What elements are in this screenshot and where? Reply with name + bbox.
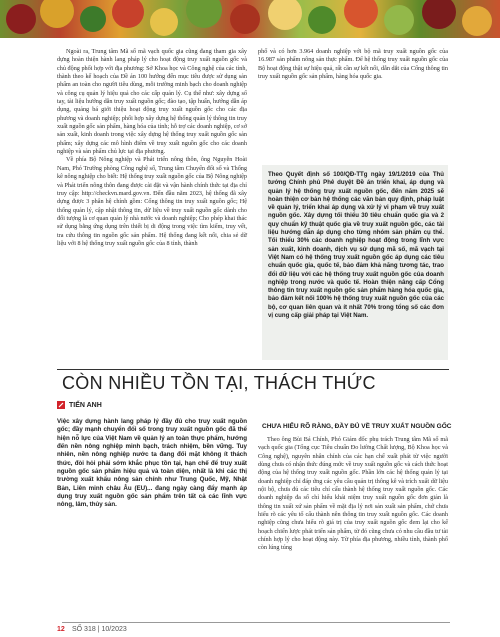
highlight-box-text: Theo Quyết định số 100/QĐ-TTg ngày 19/1/2019 của Thủ tướng Chính phủ Phê duyệt Đề án triển khai, áp dụng và quản lý hệ thống truy xuất nguồn gốc, đến năm 2025 sẽ hoàn thiện cơ bản hệ thống các văn bản quy định, pháp luật về quản lý, triển khai áp dụng và xử lý vi phạm về truy xuất nguồn gốc. Xây dựng tối thiểu 30 tiêu chuẩn quốc gia và 2 quy chuẩn kỹ thuật quốc gia về truy xuất nguồn gốc, các tài liệu hướng dẫn áp dụng cho từng nhóm sản phẩm cụ thể. Tối thiểu 30% các doanh nghiệp hoạt động trong lĩnh vực sản xuất, kinh doanh, dịch vụ sử dụng mã số, mã vạch tại Việt Nam có hệ thống truy xuất nguồn gốc áp dụng các tiêu chuẩn quốc gia, quốc tế, bảo đảm khả năng tương tác, trao đổi dữ liệu với các hệ thống truy xuất nguồn gốc của doanh nghiệp trong nước và quốc tế. Hoàn thiện nâng cấp Cổng thông tin truy xuất nguồn gốc sản phẩm hàng hóa quốc gia, bảo đảm kết nối 100% hệ thống truy xuất nguồn gốc của các bộ, cơ quan liên quan và ít nhất 70% trong tổng số các đơn vị cung cấp giải pháp tại Việt Nam.	[268, 171, 444, 320]
author-name: TIẾN ANH	[69, 401, 102, 409]
left-paragraph-2: Về phía Bộ Nông nghiệp và Phát triển nông thôn, ông Nguyễn Hoài Nam, Phó Trưởng phòng Công nghệ số, Trung tâm Chuyển đổi số và Thống kê nông nghiệp cho biết: Hệ thống truy xuất nguồn gốc của Bộ Nông nghiệp và Phát triển nông thôn đang được cài đặt và vận hành chính thức tại địa chỉ truy cập: http://checkvn.mard.gov.vn. Đến đầu năm 2023, hệ thống đã xây dựng được 3 phân hệ chính gồm: Cổng thông tin truy xuất nguồn gốc; Hệ thống quản lý, cập nhật thông tin, dữ liệu về truy xuất nguồn gốc dành cho đối tượng là cơ quan quản lý nhà nước và doanh nghiệp; Cho phép khai thác sử dụng bằng ứng dụng trên thiết bị di động trong việc tìm kiếm, truy vết, tra cứu thông tin nguồn gốc sản phẩm. Hệ thống đang kết nối, chia sẻ dữ liệu với 8 hệ thống truy xuất nguồn gốc của 8 tỉnh, thành	[57, 156, 247, 247]
pen-icon	[57, 401, 65, 409]
right-column-text	[258, 48, 448, 81]
section-lead: Việc xây dựng hành lang pháp lý đầy đủ cho truy xuất nguồn gốc; đầy mạnh chuyển đổi số trong truy xuất nguồn gốc đã thể hiện nỗ lực của Việt Nam về quản lý an toàn thực phẩm, hướng đến nền nông nghiệp minh bạch, trách nhiệm, bền vững. Tuy nhiên, nền nông nghiệp nước ta đang đối mặt không ít thách thức, đòi hỏi phải sớm khắc phục tồn tại, hạn chế để truy xuất nguồn gốc sản phẩm hiệu quả và toàn diện, nhất là khi các thị trường xuất khẩu nông sản chính như Trung Quốc, Mỹ, Nhật Bản, Liên minh châu Âu (EU)... đang ngày càng đẩy mạnh áp dụng truy xuất nguồn gốc sản phẩm trên tất cả các lĩnh vực nông, lâm, thủy sản.	[57, 418, 247, 509]
page-number: 12	[57, 626, 65, 633]
left-column-text	[57, 48, 247, 248]
footer-rule	[62, 622, 450, 623]
issue-label: SỐ 318 | 10/2023	[72, 626, 127, 633]
section-divider	[57, 369, 449, 370]
header-banner-image	[0, 0, 500, 38]
section-headline: CÒN NHIỀU TỒN TẠI, THÁCH THỨC	[62, 373, 376, 393]
right-paragraph-1: phố và có hơn 3.964 doanh nghiệp với bộ mã truy xuất nguồn gốc của 16.987 sản phẩm nông sản thực phẩm. Để hệ thống truy xuất nguồn gốc của Bộ hoạt động thật sự hiệu quả, rất cần sự kết nối, dẫn dắt của Cổng thông tin truy xuất nguồn gốc sản phẩm, hàng hóa quốc gia.	[258, 48, 448, 81]
highlight-box	[262, 165, 448, 360]
section-subhead: CHƯA HIỂU RÕ RÀNG, ĐẦY ĐỦ VỀ TRUY XUẤT NGUỒN GỐC	[262, 423, 452, 430]
left-paragraph-1: Ngoài ra, Trung tâm Mã số mã vạch quốc gia cũng đang tham gia xây dựng hoàn thiện hành lang pháp lý cho hoạt động truy xuất nguồn gốc và chủ động phối hợp với địa phương: Sở Khoa học và Công nghệ của các tỉnh, thành theo kế hoạch của Đề án 100 hướng đến mục tiêu được sử dụng sản phẩm an toàn cho người tiêu dùng, mỗi trường minh bạch cho doanh nghiệp và công cụ quản lý hiệu quả cho các cấp quản lý. Cụ thể như: xây dựng sổ tay, tài liệu hướng dẫn truy xuất nguồn gốc; đào tạo, tập huấn, hướng dẫn áp dụng, quảng bá giới thiệu hoạt động truy xuất nguồn gốc cho các địa phương và doanh nghiệp; phối hợp xây dựng hệ thống quản lý thông tin truy xuất nguồn gốc sản phẩm, hàng hóa của tỉnh; hỗ trợ các doanh nghiệp, cơ sở sản xuất, kinh doanh trong việc xây dựng hệ thống truy xuất nguồn gốc sản phẩm; xây dựng các mô hình điểm về truy xuất nguồn gốc cho các doanh nghiệp và sản phẩm chủ lực tại địa phương.	[57, 48, 247, 156]
author-byline	[57, 401, 102, 409]
section-body: Theo ông Bùi Bá Chính, Phó Giám đốc phụ trách Trung tâm Mã số mã vạch quốc gia (Tổng cục Tiêu chuẩn Đo lường Chất lượng, Bộ Khoa học và Công nghệ), nguyên nhân chính của các hạn chế xuất phát từ việc người dùng chưa có nhận thức đúng mức về truy xuất nguồn gốc và cách thức hoạt động của hệ thống truy xuất nguồn gốc. Phần lớn các hệ thống quản lý tại doanh nghiệp chỉ đáp ứng các yêu cầu quản trị thông kê và trích xuất dữ liệu nội bộ, chưa đủ các tiêu chí cấu thành hệ thống truy xuất nguồn gốc. Các doanh nghiệp đa số chỉ hiểu khái niệm truy xuất nguồn gốc đơn giản là thông tin xuất xứ sản phẩm về mặt địa lý nơi sản xuất sản phẩm, chứ chưa hiểu rõ các yêu tố cấu thành nên thông tin truy xuất nguồn gốc. Các doanh nghiệp cũng chưa hiểu rõ giá trị của truy xuất nguồn gốc đem lại cho kế hoạch chiến lược phát triển sản phẩm, từ đó cũng chưa có nhu cầu đầu tư tài chính hợp lý cho hoạt động này. Từ phía địa phương, nhiều tỉnh, thành phố còn lúng túng	[258, 436, 448, 552]
